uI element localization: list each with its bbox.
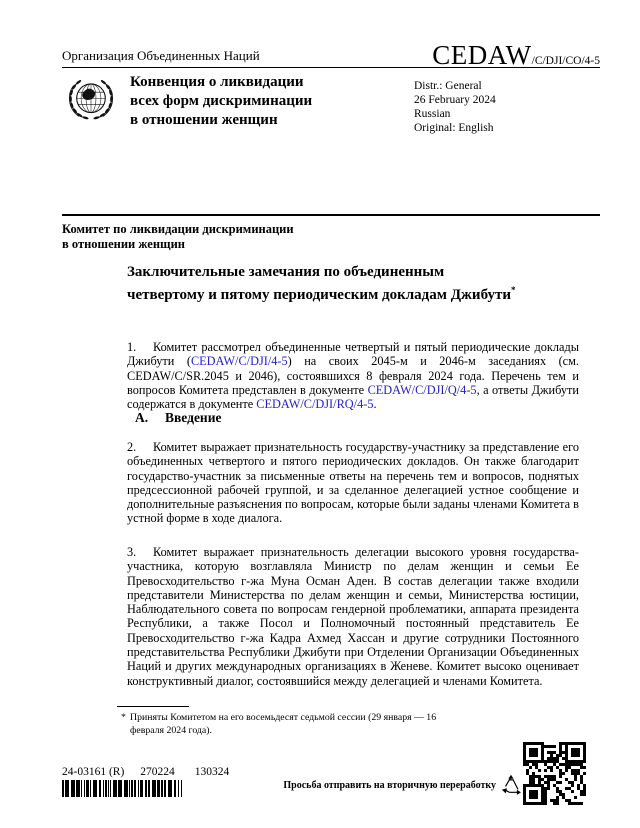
recycle-text: Просьба отправить на вторичную переработку (283, 779, 496, 791)
distr-line: Original: English (414, 122, 494, 134)
footnote-text: Приняты Комитетом на его восемьдесят седьмой сессии (29 января — 16 февраля 2024 года). (130, 712, 437, 736)
paragraph-text: , а ответы Джибути содержатся в документе (127, 382, 579, 412)
paragraph-number: 1. (127, 340, 137, 354)
title-footnote-marker: * (511, 284, 516, 295)
doc-link-cedaw-c-dji-q-4-5[interactable]: CEDAW/C/DJI/Q/4-5 (367, 382, 477, 397)
qr-code (523, 742, 586, 805)
page-title-text: Заключительные замечания по объединенным четвертому и пятому периодическим докладам Джибути (127, 264, 512, 303)
convention-title (130, 73, 312, 130)
footnote-divider (117, 706, 189, 707)
section-heading-a (135, 410, 221, 426)
document-id: 24-03161 (R) (62, 766, 125, 778)
paragraph-text: . (373, 397, 377, 412)
convention-title-line: всех форм дискриминации (130, 93, 313, 109)
paragraph-2 (127, 440, 579, 526)
paragraph-3 (127, 545, 579, 688)
distr-line: Russian (414, 108, 451, 120)
doc-link-cedaw-c-dji-rq-4-5[interactable]: CEDAW/C/DJI/RQ/4-5 (256, 397, 374, 412)
distr-line: Distr.: General (414, 80, 482, 92)
header-divider (62, 67, 600, 68)
paragraph-text: Комитет рассмотрел объединенные четвертый и пятый периодические доклады Джибути ( (127, 340, 579, 369)
footer-date-1: 270224 (140, 766, 175, 778)
convention-title-line: Конвенция о ликвидации (130, 74, 304, 90)
page-title (127, 264, 517, 304)
footer-date-2: 130324 (194, 766, 230, 778)
barcode (62, 780, 186, 797)
distr-line: 26 February 2024 (414, 94, 496, 106)
un-emblem-icon (58, 72, 124, 130)
committee-heading (62, 222, 294, 252)
recycle-icon (499, 774, 523, 796)
document-id-line (62, 766, 229, 778)
footnote (117, 712, 469, 737)
distribution-info (414, 79, 496, 135)
paragraph-1 (127, 340, 579, 411)
convention-title-line: в отношении женщин (130, 112, 278, 128)
recycle-note (283, 774, 523, 796)
section-heading-text: Введение (165, 410, 222, 425)
paragraph-number: 2. (127, 440, 137, 454)
doc-symbol-main: CEDAW (432, 40, 532, 70)
committee-line: Комитет по ликвидации дискриминации (62, 222, 294, 236)
footnote-marker: * (121, 712, 126, 723)
paragraph-text: Комитет выражает признательность государству-участнику за представление его объединенных четвертого и пятого периодических докладов. Он также благодарит государство-участник за письменные ответы на перечень тем и вопросов, поднятых предсессионной рабочей группой, и за сделанное делегацией устное сообщение и дополнительные разъяснения по вопросам, которые были заданы членами Комитета в устной форме в ходе диалога. (127, 440, 579, 526)
paragraph-number: 3. (127, 545, 137, 559)
committee-line: в отношении женщин (62, 237, 185, 251)
un-org-name: Организация Объединенных Наций (62, 48, 260, 63)
doc-symbol-suffix: /C/DJI/CO/4-5 (531, 55, 600, 67)
paragraph-text: Комитет выражает признательность делегации высокого уровня государства-участника, которую возглавляла Министр по делам женщин и семьи Ее Превосходительство г-жа Муна Осман Аден. В состав делегации также входили представители Министерства по делам женщин и семьи, Министерства юстиции, Наблюдательного совета по вопросам гендерной проблематики, аппарата президента Республики, а также Посол и Полномочный постоянный представитель Ее Превосходительство г-жа Кадра Ахмед Хассан и другие сотрудники Постоянного представительства Республики Джибути при Отделении Организации Объединенных Наций и других международных организациях в Женеве. Комитет высоко оценивает конструктивный диалог, состоявшийся между делегацией и членами Комитета. (127, 545, 579, 688)
section-divider (62, 214, 600, 216)
paragraph-text: ) на своих 2045-м и 2046-м заседаниях (см. CEDAW/C/SR.2045 и 2046), состоявшихся 8 февраля 2024 года. Перечень тем и вопросов Комитета представлен в документе (127, 354, 579, 397)
section-letter: A. (135, 410, 149, 425)
doc-link-cedaw-c-dji-4-5[interactable]: CEDAW/C/DJI/4-5 (190, 354, 288, 369)
